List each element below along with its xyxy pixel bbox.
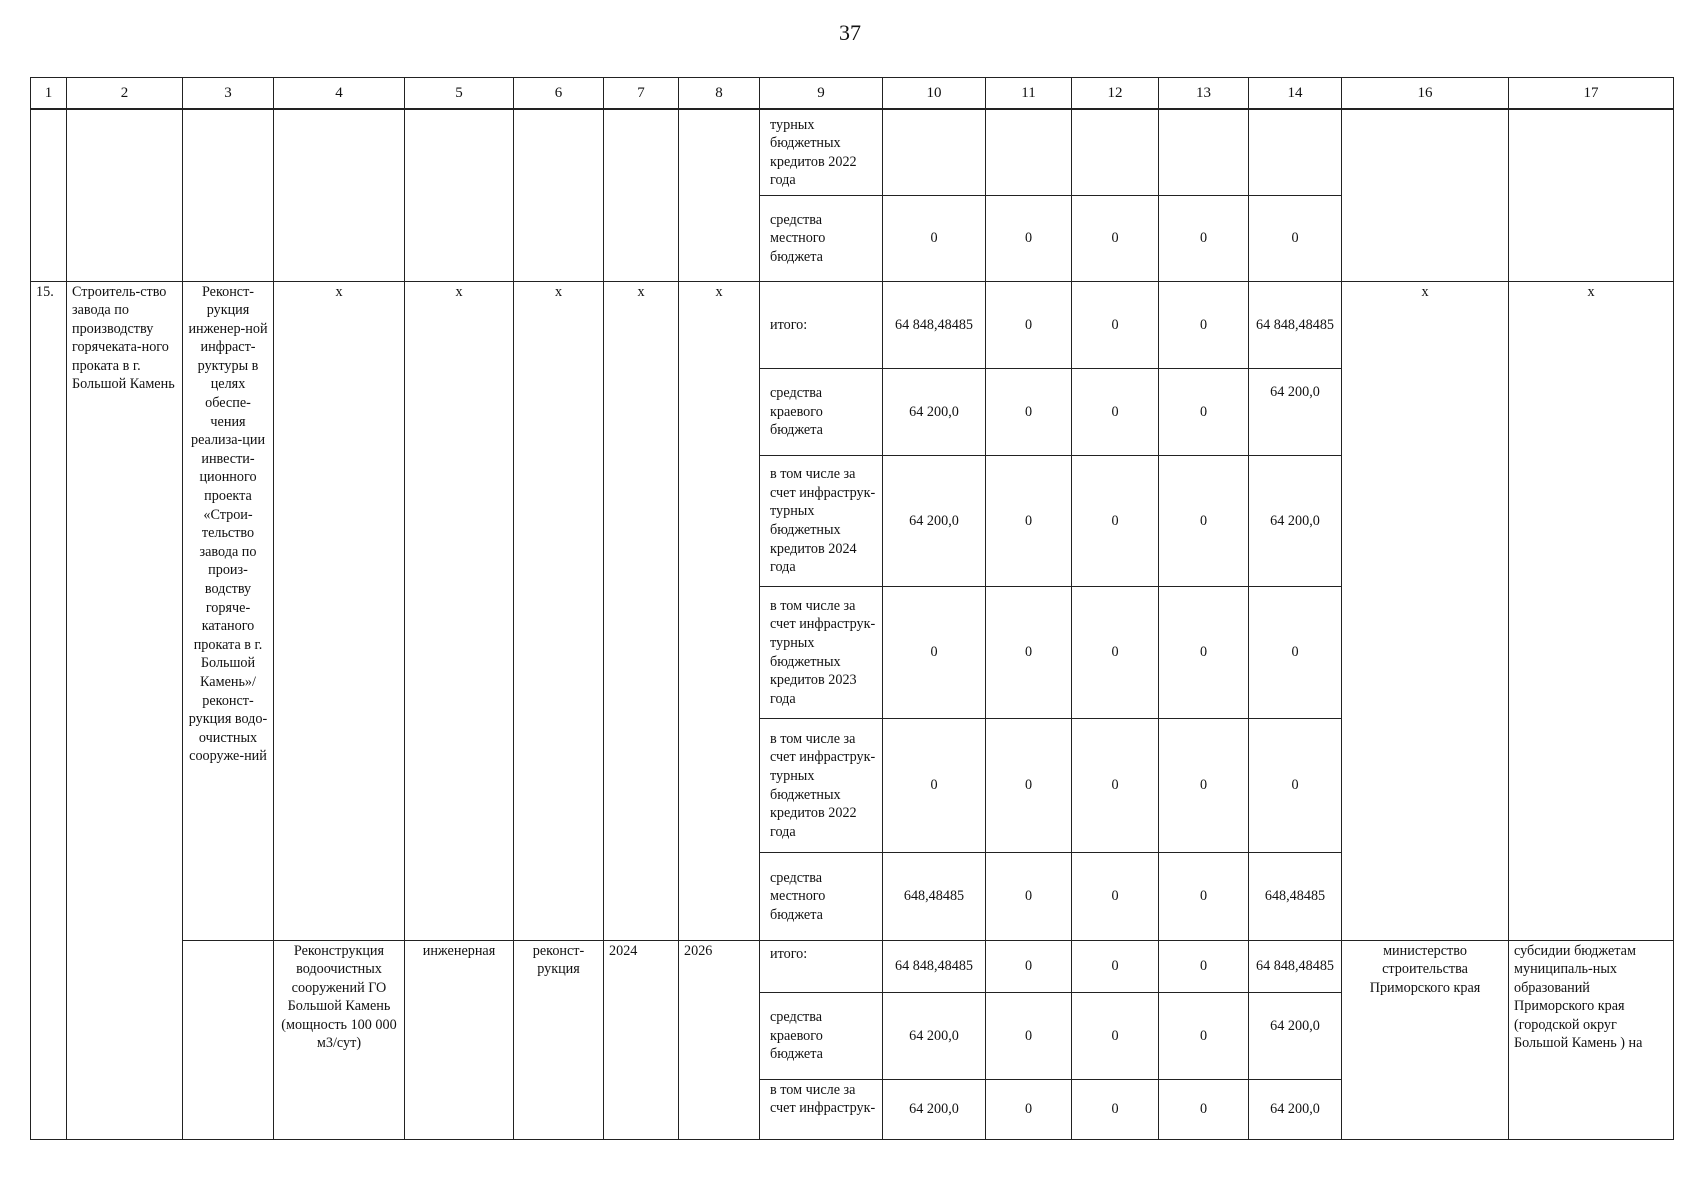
col-header: 13 — [1159, 78, 1249, 110]
value-cell: 0 — [986, 455, 1072, 586]
col-header: 14 — [1249, 78, 1342, 110]
value-cell: 0 — [1159, 368, 1249, 455]
x-mark: х — [274, 281, 405, 940]
value-cell: 64 848,48485 — [883, 281, 986, 368]
source-cell: в том числе за счет инфраструк- — [760, 1079, 883, 1139]
responsible-org: министерство строительства Приморского края — [1342, 940, 1509, 1139]
value-cell: 64 200,0 — [883, 992, 986, 1079]
value-cell: 0 — [1072, 195, 1159, 281]
col-header: 1 — [31, 78, 67, 110]
value-cell: 64 848,48485 — [1249, 281, 1342, 368]
source-cell: средства краевого бюджета — [760, 368, 883, 455]
source-cell: в том числе за счет инфраструк-турных бюджетных кредитов 2022 года — [760, 718, 883, 852]
col-header: 4 — [274, 78, 405, 110]
value-cell: 0 — [1159, 992, 1249, 1079]
x-mark: х — [405, 281, 514, 940]
value-cell: 0 — [1159, 195, 1249, 281]
row-number: 15. — [31, 281, 67, 1139]
col-header: 11 — [986, 78, 1072, 110]
value-cell: 0 — [883, 718, 986, 852]
value-cell: 0 — [1159, 852, 1249, 940]
x-mark: х — [514, 281, 604, 940]
source-cell: средства местного бюджета — [760, 195, 883, 281]
object-name: Строитель-ство завода по производству горячеката-ного проката в г. Большой Камень — [67, 281, 183, 1139]
value-cell: 0 — [1072, 992, 1159, 1079]
value-cell: 64 200,0 — [1249, 455, 1342, 586]
table-row — [31, 281, 1674, 368]
value-cell: 0 — [1072, 368, 1159, 455]
value-cell: 0 — [986, 940, 1072, 992]
col-header: 5 — [405, 78, 514, 110]
value-cell: 0 — [986, 992, 1072, 1079]
value-cell: 64 200,0 — [883, 455, 986, 586]
value-cell: 64 200,0 — [1249, 992, 1342, 1079]
source-cell: в том числе за счет инфраструк-турных бюджетных кредитов 2024 года — [760, 455, 883, 586]
value-cell: 0 — [1072, 852, 1159, 940]
col-header: 3 — [183, 78, 274, 110]
value-cell: 0 — [986, 368, 1072, 455]
budget-table — [30, 77, 1674, 1140]
funding-note: субсидии бюджетам муниципаль-ных образований Приморского края (городской округ Большой Камень ) на — [1509, 940, 1674, 1139]
x-mark: х — [604, 281, 679, 940]
page-number: 37 — [839, 20, 861, 45]
value-cell: 64 200,0 — [1249, 368, 1342, 455]
value-cell: 648,48485 — [883, 852, 986, 940]
value-cell: 0 — [1159, 718, 1249, 852]
table-row — [31, 940, 1674, 992]
source-cell: итого: — [760, 940, 883, 992]
col-header: 8 — [679, 78, 760, 110]
value-cell: 0 — [1249, 586, 1342, 718]
col-header: 9 — [760, 78, 883, 110]
value-cell: 0 — [986, 852, 1072, 940]
value-cell: 0 — [1159, 455, 1249, 586]
value-cell: 0 — [1072, 1079, 1159, 1139]
value-cell: 0 — [986, 1079, 1072, 1139]
source-cell: итого: — [760, 281, 883, 368]
value-cell: 0 — [1159, 586, 1249, 718]
end-year: 2026 — [679, 940, 760, 1139]
source-cell: в том числе за счет инфраструк-турных бюджетных кредитов 2023 года — [760, 586, 883, 718]
col-header: 6 — [514, 78, 604, 110]
value-cell: 64 200,0 — [1249, 1079, 1342, 1139]
col-header: 16 — [1342, 78, 1509, 110]
work-kind: реконст-рукция — [514, 940, 604, 1139]
value-cell: 0 — [986, 718, 1072, 852]
value-cell: 0 — [1072, 940, 1159, 992]
value-cell: 0 — [1249, 195, 1342, 281]
value-cell: 64 200,0 — [883, 368, 986, 455]
source-cell: средства местного бюджета — [760, 852, 883, 940]
value-cell: 64 848,48485 — [1249, 940, 1342, 992]
value-cell: 0 — [986, 586, 1072, 718]
col-header: 10 — [883, 78, 986, 110]
value-cell: 0 — [1159, 1079, 1249, 1139]
col-header: 17 — [1509, 78, 1674, 110]
table-row — [31, 109, 1674, 195]
x-mark: х — [1342, 281, 1509, 940]
value-cell: 64 848,48485 — [883, 940, 986, 992]
value-cell: 0 — [1159, 281, 1249, 368]
value-cell: 0 — [1072, 281, 1159, 368]
value-cell: 64 200,0 — [883, 1079, 986, 1139]
value-cell: 0 — [1072, 455, 1159, 586]
value-cell: 0 — [1249, 718, 1342, 852]
value-cell: 0 — [986, 281, 1072, 368]
col-header: 2 — [67, 78, 183, 110]
source-cell: средства краевого бюджета — [760, 992, 883, 1079]
start-year: 2024 — [604, 940, 679, 1139]
value-cell: 648,48485 — [1249, 852, 1342, 940]
col-header: 7 — [604, 78, 679, 110]
value-cell: 0 — [1159, 940, 1249, 992]
value-cell: 0 — [883, 586, 986, 718]
col-header: 12 — [1072, 78, 1159, 110]
header-row — [31, 78, 1674, 110]
project-name: Реконст-рукция инженер-ной инфраст-руктуры в целях обеспе-чения реализа-ции инвести-ционного проекта «Строи-тельство завода по произ-водству горяче-катаного проката в г. Большой Камень»/ реконст-рукция водо-очистных сооруже-ний — [183, 281, 274, 940]
value-cell: 0 — [986, 195, 1072, 281]
x-mark: х — [679, 281, 760, 940]
value-cell: 0 — [1072, 718, 1159, 852]
x-mark: х — [1509, 281, 1674, 940]
value-cell: 0 — [883, 195, 986, 281]
sub-object-name: Реконструкция водоочистных сооружений ГО Большой Камень (мощность 100 000 м3/сут) — [274, 940, 405, 1139]
value-cell: 0 — [1072, 586, 1159, 718]
source-cell: турных бюджетных кредитов 2022 года — [760, 109, 883, 195]
object-type: инженерная — [405, 940, 514, 1139]
